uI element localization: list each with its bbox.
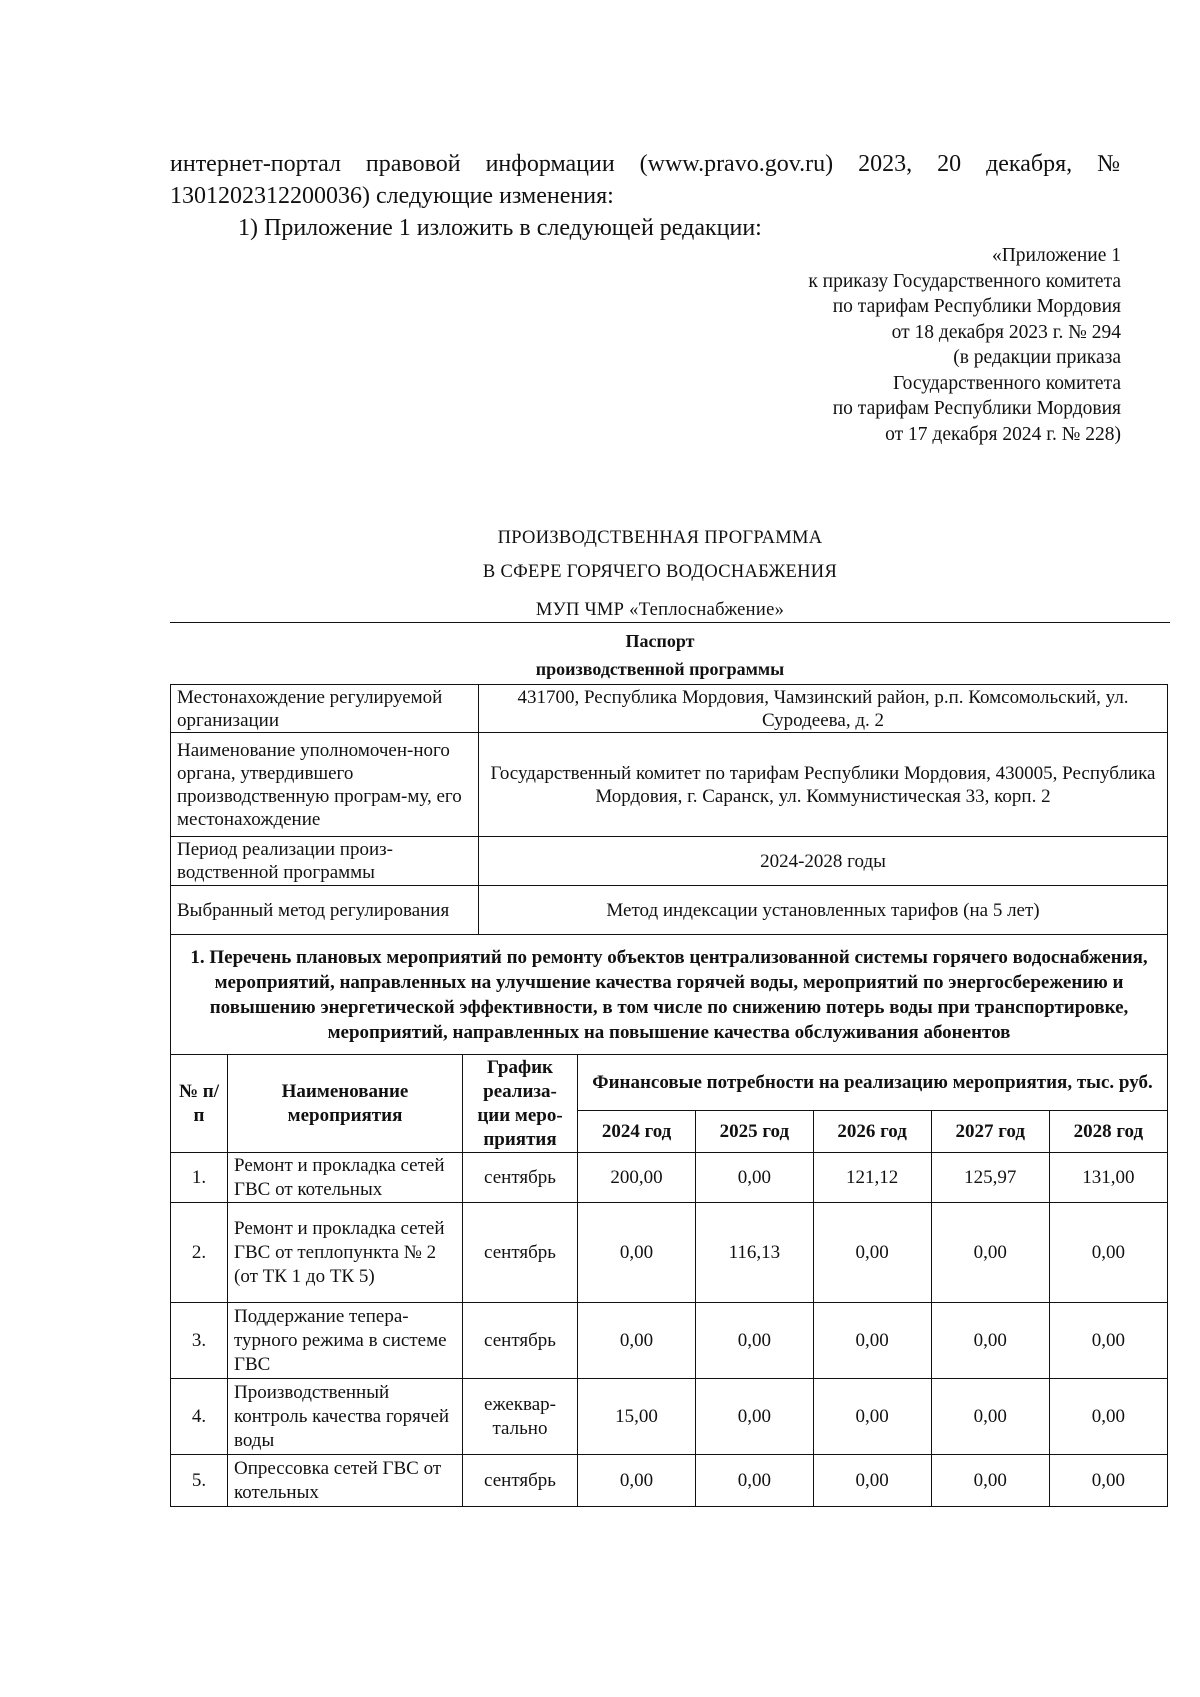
row-number: 1. bbox=[171, 1153, 228, 1203]
row-value: 0,00 bbox=[813, 1379, 931, 1455]
year-header: 2025 год bbox=[696, 1111, 813, 1153]
row-number: 2. bbox=[171, 1203, 228, 1303]
row-schedule: сентябрь bbox=[463, 1455, 578, 1507]
passport-value: Государственный комитет по тарифам Республики Мордовия, 430005, Республика Мордовия, г. Саранск, ул. Коммунистическая 33, корп. 2 bbox=[479, 733, 1168, 837]
row-value: 0,00 bbox=[813, 1203, 931, 1303]
appendix-line: от 17 декабря 2024 г. № 228) bbox=[885, 423, 1121, 445]
passport-value: Метод индексации установленных тарифов (на 5 лет) bbox=[479, 886, 1168, 935]
row-value: 0,00 bbox=[931, 1203, 1049, 1303]
appendix-line: (в редакции приказа bbox=[953, 347, 1121, 368]
row-value: 0,00 bbox=[813, 1455, 931, 1507]
row-schedule: сентябрь bbox=[463, 1303, 578, 1379]
row-number: 5. bbox=[171, 1455, 228, 1507]
year-header: 2026 год bbox=[813, 1111, 931, 1153]
row-number: 4. bbox=[171, 1379, 228, 1455]
table-row bbox=[171, 1303, 1168, 1379]
year-header: 2024 год bbox=[578, 1111, 696, 1153]
row-value: 0,00 bbox=[1049, 1379, 1167, 1455]
passport-table bbox=[170, 684, 1168, 935]
row-value: 116,13 bbox=[696, 1203, 813, 1303]
table-row bbox=[171, 1153, 1168, 1203]
row-schedule: сентябрь bbox=[463, 1153, 578, 1203]
appendix-line: по тарифам Республики Мордовия bbox=[832, 398, 1121, 419]
col-name-header: Наименование мероприятия bbox=[228, 1055, 463, 1153]
row-value: 0,00 bbox=[813, 1303, 931, 1379]
row-name: Ремонт и прокладка сетей ГВС от котельных bbox=[228, 1153, 463, 1203]
passport-row bbox=[171, 733, 1168, 837]
passport-value: 2024-2028 годы bbox=[479, 837, 1168, 886]
passport-key: Выбранный метод регулирования bbox=[171, 886, 479, 935]
row-name: Опрессовка сетей ГВС от котельных bbox=[228, 1455, 463, 1507]
table-row bbox=[171, 1455, 1168, 1507]
row-value: 0,00 bbox=[696, 1379, 813, 1455]
row-name: Поддержание тепера-турного режима в системе ГВС bbox=[228, 1303, 463, 1379]
appendix-line: по тарифам Республики Мордовия bbox=[832, 296, 1121, 317]
appendix-line: к приказу Государственного комитета bbox=[808, 270, 1121, 292]
row-value: 131,00 bbox=[1049, 1153, 1167, 1203]
row-value: 121,12 bbox=[813, 1153, 931, 1203]
row-value: 0,00 bbox=[931, 1379, 1049, 1455]
section-1-heading: 1. Перечень плановых мероприятий по ремонту объектов централизованной системы горячего водоснабжения, мероприятий, направленных на улучшение качества горячей воды, мероприятий по энергосбережению и повышению энергетической эффективности, в том числе по снижению потерь воды при транспортировке, мероприятий, направленных на повышение качества обслуживания абонентов bbox=[171, 935, 1168, 1055]
row-value: 0,00 bbox=[931, 1455, 1049, 1507]
row-name: Производственный контроль качества горячей воды bbox=[228, 1379, 463, 1455]
passport-title: Паспорт bbox=[625, 631, 695, 651]
row-value: 0,00 bbox=[1049, 1303, 1167, 1379]
appendix-reference bbox=[808, 243, 1121, 447]
row-value: 0,00 bbox=[578, 1303, 696, 1379]
title-rule bbox=[170, 622, 1170, 623]
col-finance-header: Финансовые потребности на реализацию мероприятия, тыс. руб. bbox=[578, 1055, 1168, 1111]
row-value: 0,00 bbox=[696, 1303, 813, 1379]
row-value: 0,00 bbox=[696, 1153, 813, 1203]
row-value: 200,00 bbox=[578, 1153, 696, 1203]
passport-key: Местонахождение регулируемой организации bbox=[171, 685, 479, 733]
organization-name: МУП ЧМР «Теплоснабжение» bbox=[535, 600, 785, 620]
measures-table bbox=[170, 934, 1168, 1507]
appendix-line: «Приложение 1 bbox=[991, 245, 1121, 266]
row-schedule: ежеквар-тально bbox=[463, 1379, 578, 1455]
row-value: 0,00 bbox=[578, 1203, 696, 1303]
amendment-item-1: 1) Приложение 1 изложить в следующей редакции: bbox=[238, 215, 762, 241]
intro-paragraph: интернет-портал правовой информации (www.pravo.gov.ru) 2023, 20 декабря, № 1301202312200036) следующие изменения: bbox=[170, 151, 1120, 209]
table-row bbox=[171, 1203, 1168, 1303]
passport-row bbox=[171, 685, 1168, 733]
row-value: 15,00 bbox=[578, 1379, 696, 1455]
row-value: 125,97 bbox=[931, 1153, 1049, 1203]
appendix-line: Государственного комитета bbox=[893, 372, 1121, 394]
year-header: 2028 год bbox=[1049, 1111, 1167, 1153]
passport-key: Наименование уполномочен-ного органа, утвердившего производственную програм-му, его местонахождение bbox=[171, 733, 479, 837]
program-subtitle: В СФЕРЕ ГОРЯЧЕГО ВОДОСНАБЖЕНИЯ bbox=[482, 562, 838, 582]
row-value: 0,00 bbox=[696, 1455, 813, 1507]
passport-row bbox=[171, 837, 1168, 886]
appendix-line: от 18 декабря 2023 г. № 294 bbox=[891, 321, 1121, 343]
row-value: 0,00 bbox=[578, 1455, 696, 1507]
passport-row bbox=[171, 886, 1168, 935]
row-value: 0,00 bbox=[1049, 1203, 1167, 1303]
passport-value: 431700, Республика Мордовия, Чамзинский район, р.п. Комсомольский, ул. Суродеева, д. 2 bbox=[479, 685, 1168, 733]
table-row bbox=[171, 1379, 1168, 1455]
row-schedule: сентябрь bbox=[463, 1203, 578, 1303]
program-title: ПРОИЗВОДСТВЕННАЯ ПРОГРАММА bbox=[497, 528, 823, 548]
passport-key: Период реализации произ-водственной программы bbox=[171, 837, 479, 886]
row-value: 0,00 bbox=[931, 1303, 1049, 1379]
row-value: 0,00 bbox=[1049, 1455, 1167, 1507]
passport-subtitle: производственной программы bbox=[535, 659, 785, 679]
col-schedule-header: График реализа-ции меро-приятия bbox=[463, 1055, 578, 1153]
year-header: 2027 год bbox=[931, 1111, 1049, 1153]
row-name: Ремонт и прокладка сетей ГВС от теплопункта № 2 (от ТК 1 до ТК 5) bbox=[228, 1203, 463, 1303]
row-number: 3. bbox=[171, 1303, 228, 1379]
col-number-header: № п/п bbox=[171, 1055, 228, 1153]
